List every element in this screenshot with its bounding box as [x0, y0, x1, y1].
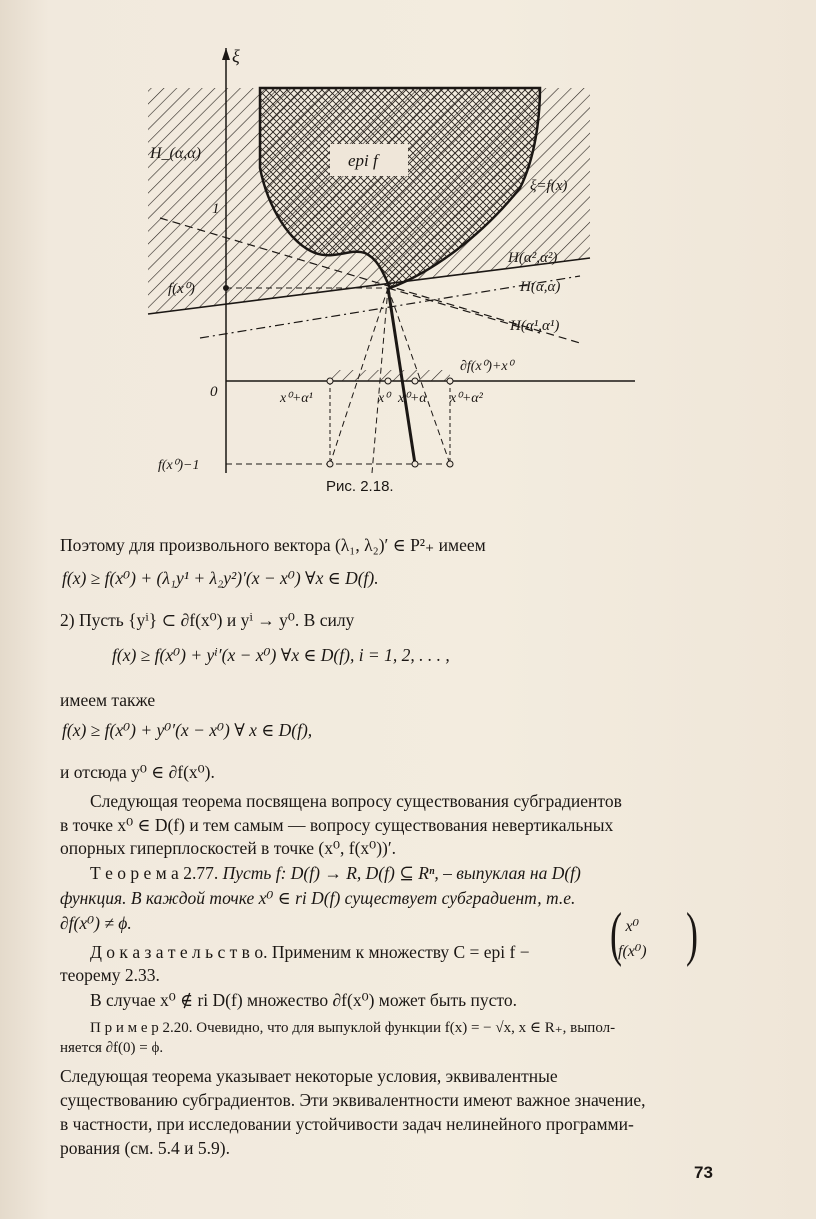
vector-bottom: f(x⁰): [618, 943, 647, 960]
text-line-21: в частности, при исследовании устойчивости задач нелинейного программи-: [60, 1114, 634, 1134]
text-line-7: и отсюда y⁰ ∈ ∂f(x⁰).: [60, 762, 215, 782]
vector-paren-right: ): [685, 901, 698, 967]
proof-text: Применим к множеству C = epi f −: [267, 942, 530, 962]
text-line-19: Следующая теорема указывает некоторые условия, эквивалентные: [60, 1066, 558, 1086]
label-x0: x⁰: [378, 391, 390, 406]
figure-caption: Рис. 2.18.: [326, 478, 394, 495]
theorem-line-13: ∂f(x⁰) ≠ ϕ.: [60, 913, 132, 933]
label-h-minus: H_(α,α): [150, 145, 202, 162]
text-line-20: существованию субградиентов. Эти эквивалентности имеют важное значение,: [60, 1090, 646, 1110]
figure-2-18: [140, 48, 650, 478]
label-one: 1: [212, 201, 220, 217]
text-line-22: рования (см. 5.4 и 5.9).: [60, 1138, 230, 1158]
vector-column: [618, 914, 647, 964]
example-line-17: [90, 1018, 615, 1037]
page-number: 73: [694, 1163, 713, 1182]
formula-line-6: f(x) ≥ f(x⁰) + y⁰′(x − x⁰) ∀ x ∈ D(f),: [62, 720, 313, 740]
text-line-16: В случае x⁰ ∉ ri D(f) множество ∂f(x⁰) может быть пусто.: [90, 990, 517, 1010]
text-line-9: в точке x⁰ ∈ D(f) и тем самым — вопросу существования невертикальных: [60, 815, 614, 835]
label-fx0-minus-1: f(x⁰)−1: [158, 458, 200, 473]
text-line-5: имеем также: [60, 690, 156, 710]
text-line-15: теорему 2.33.: [60, 965, 160, 985]
proof-line-14: [90, 942, 530, 963]
figure-svg: [140, 48, 650, 478]
label-zero: 0: [210, 384, 218, 400]
theorem-title: Т е о р е м а 2.77.: [90, 863, 219, 883]
text-line-10: опорных гиперплоскостей в точке (x⁰, f(x⁰))′.: [60, 838, 397, 858]
label-h-a1: H(α¹,α¹): [510, 318, 560, 334]
label-epi: epi f: [348, 151, 378, 170]
label-fx0: f(x⁰): [168, 281, 195, 297]
label-xi: ξ: [232, 48, 240, 66]
label-subdiff: ∂f(x⁰)+x⁰: [460, 359, 514, 374]
vector-paren-left: (: [609, 901, 622, 967]
label-x0-a: x⁰+α: [398, 391, 427, 406]
label-x0-a1: x⁰+α¹: [280, 391, 313, 406]
text-line-1: Поэтому для произвольного вектора (λ₁, λ₂)′ ∈ P²₊ имеем: [60, 535, 486, 555]
theorem-line-12: функция. В каждой точке x⁰ ∈ ri D(f) существует субградиент, т.е.: [60, 888, 576, 908]
formula-line-2: f(x) ≥ f(x⁰) + (λ₁y¹ + λ₂y²)′(x − x⁰) ∀x ∈ D(f).: [62, 568, 379, 588]
example-line-18: няется ∂f(0) = ϕ.: [60, 1040, 164, 1056]
proof-title: Д о к а з а т е л ь с т в о.: [90, 942, 268, 962]
theorem-text: Пусть f: D(f) → R, D(f) ⊆ Rⁿ, – выпуклая на D(f): [218, 863, 581, 883]
formula-line-4: f(x) ≥ f(x⁰) + yⁱ′(x − x⁰) ∀x ∈ D(f), i = 1, 2, . . . ,: [112, 645, 450, 665]
text-line-3: 2) Пусть {yⁱ} ⊂ ∂f(x⁰) и yⁱ → y⁰. В силу: [60, 610, 355, 630]
label-curve: ξ=f(x): [530, 178, 568, 194]
vector-top: x⁰: [625, 918, 640, 935]
example-text: Очевидно, что для выпуклой функции f(x) = − √x, x ∈ R₊, выпол-: [192, 1020, 616, 1036]
label-h-a2: H(α²,α²): [508, 250, 558, 266]
text-line-8: Следующая теорема посвящена вопросу существования субградиентов: [90, 791, 622, 811]
label-x0-a2: x⁰+α²: [450, 391, 483, 406]
label-h-a: H(α,α): [520, 279, 561, 295]
example-title: П р и м е р 2.20.: [90, 1020, 193, 1036]
theorem-line-11: [90, 863, 581, 884]
